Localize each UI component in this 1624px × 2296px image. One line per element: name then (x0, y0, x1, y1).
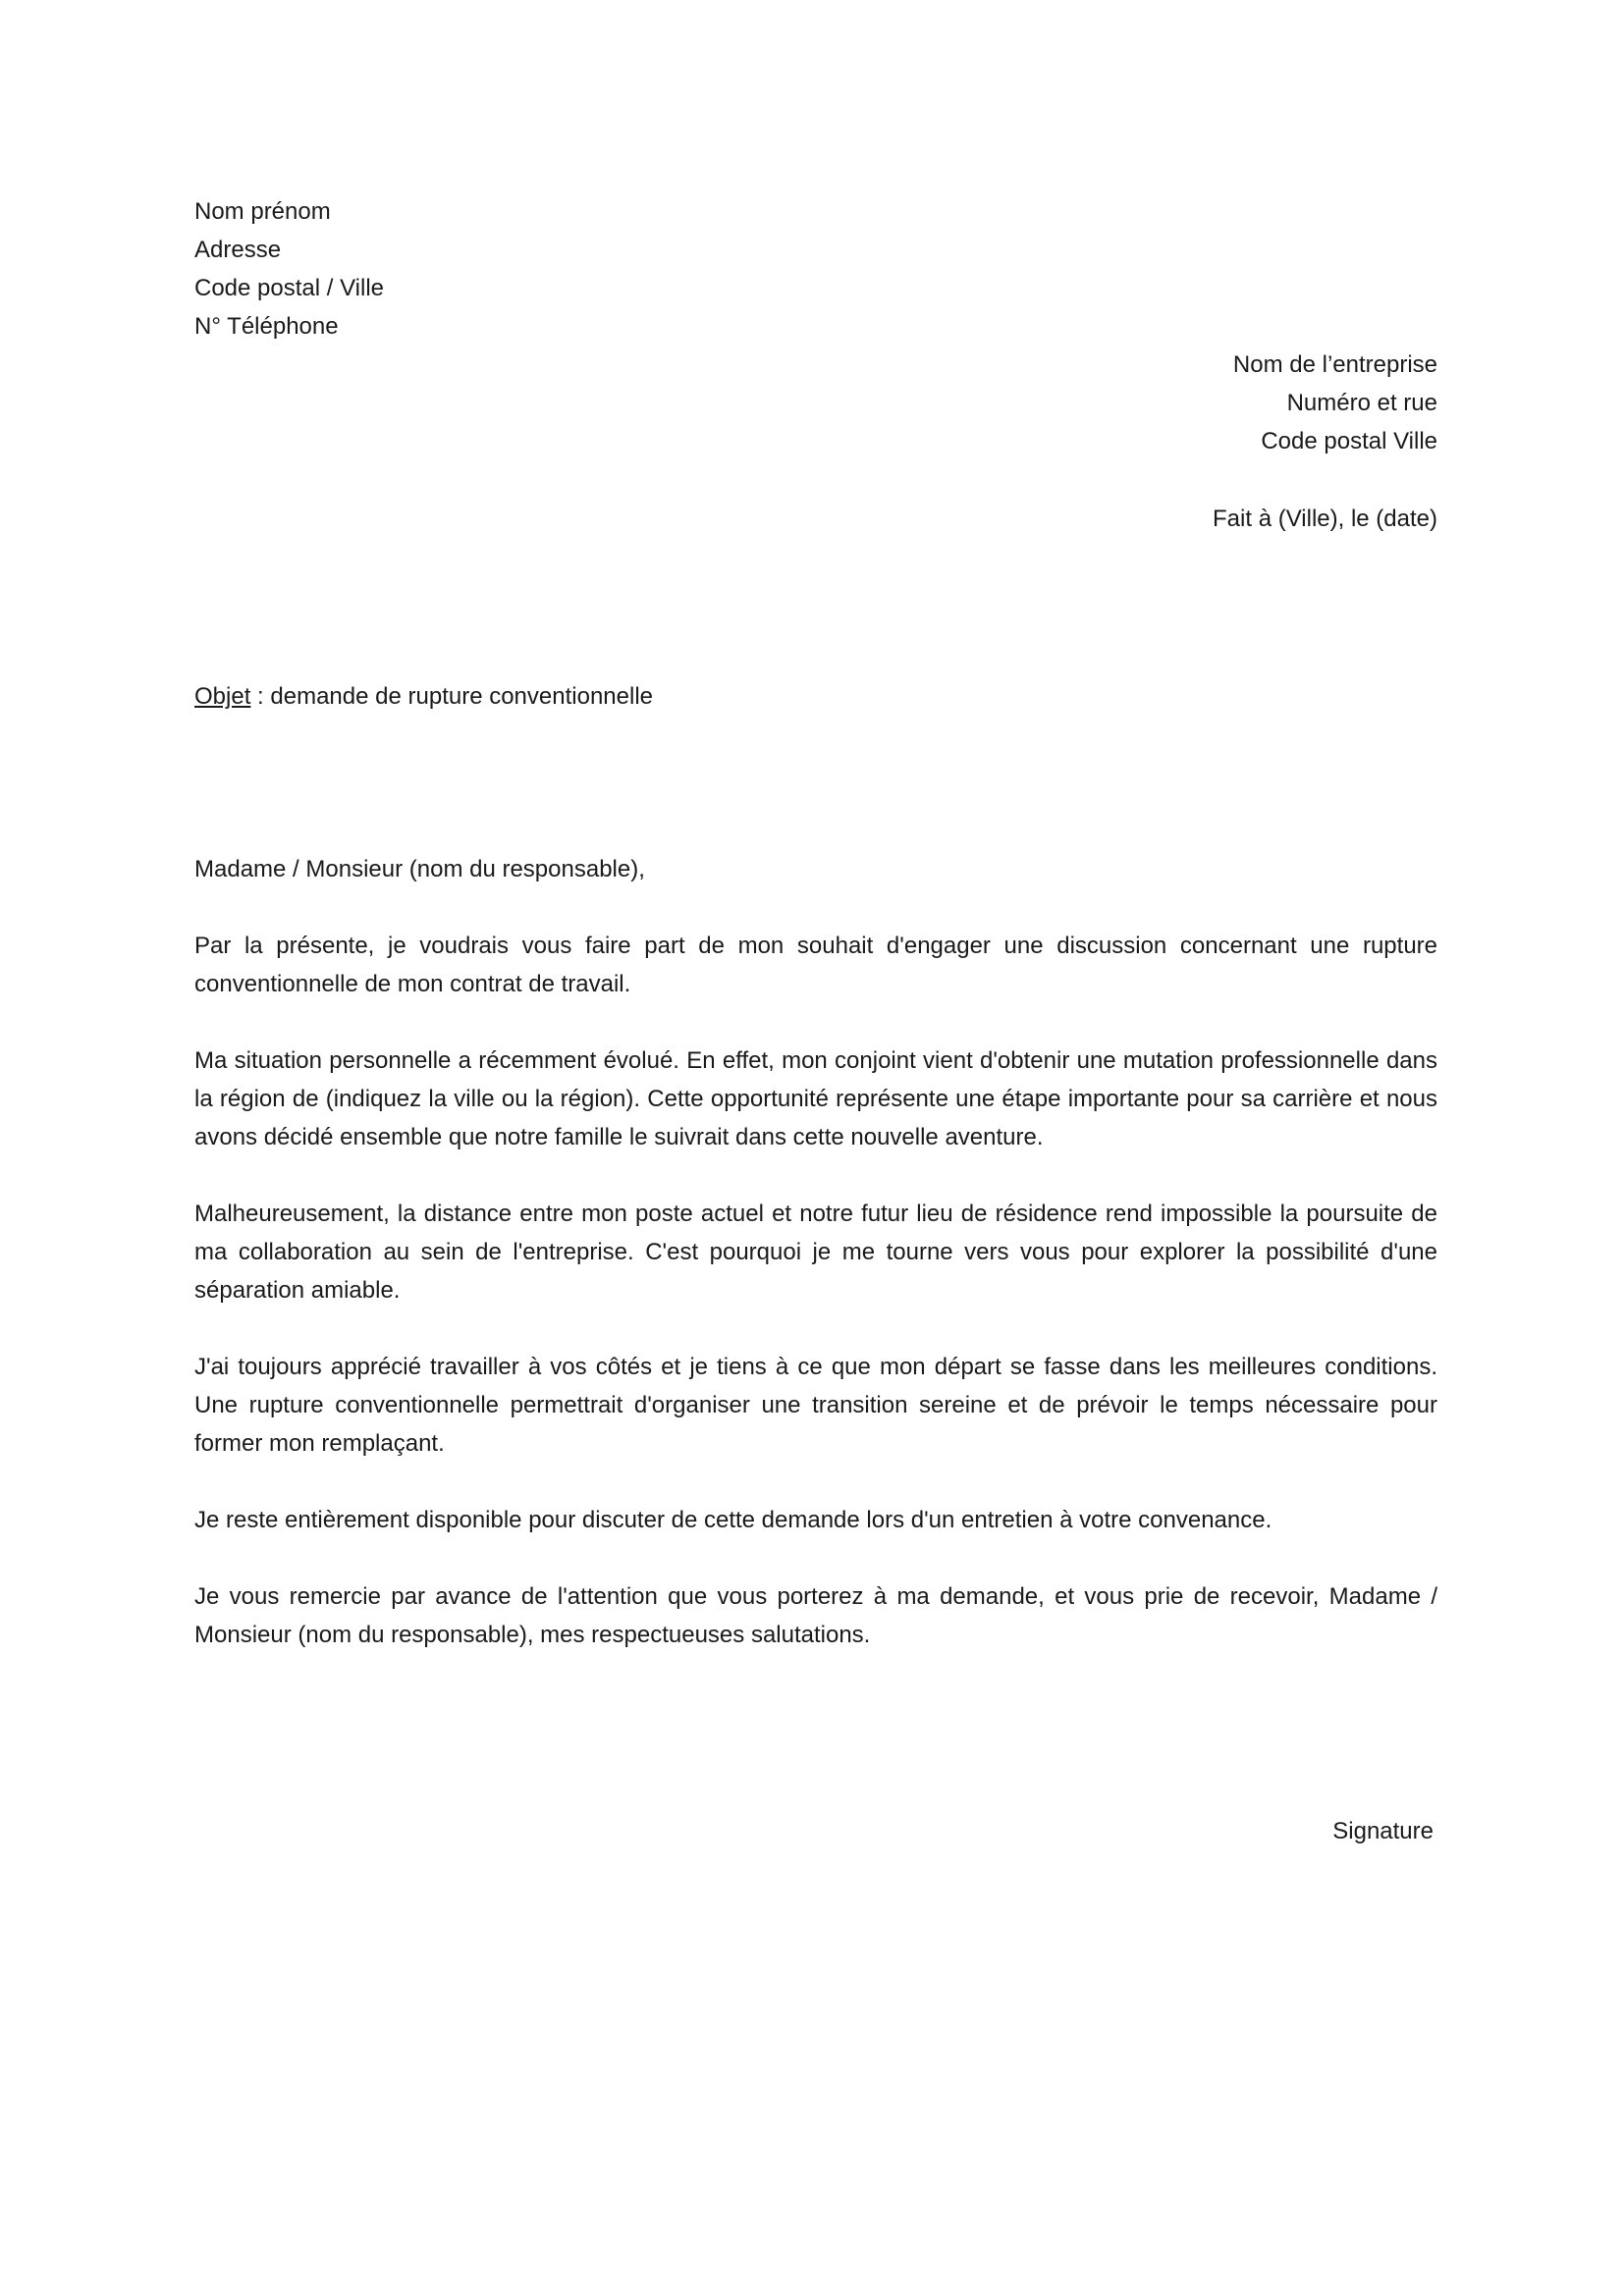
subject-separator: : (250, 683, 271, 710)
sender-name: Nom prénom (194, 198, 331, 225)
subject-line (194, 677, 1437, 716)
recipient-company: Nom de l’entreprise (1232, 351, 1437, 378)
sender-postal-city: Code postal / Ville (194, 275, 385, 301)
recipient-street: Numéro et rue (1286, 390, 1437, 416)
signature: Signature (1332, 1818, 1434, 1844)
body-paragraph: Je vous remercie par avance de l'attention que vous porterez à ma demande, et vous prie de recevoir, Madame / Monsieur (nom du responsable), mes respectueuses salutations. (194, 1583, 1437, 1648)
subject-text: demande de rupture conventionnelle (270, 683, 654, 710)
body-paragraph: Je reste entièrement disponible pour discuter de cette demande lors d'un entretien à votre convenance. (194, 1507, 1272, 1533)
salutation: Madame / Monsieur (nom du responsable), (194, 856, 645, 882)
sender-address: Adresse (194, 237, 282, 263)
date-line: Fait à (Ville), le (date) (1213, 506, 1437, 532)
recipient-postal-city: Code postal Ville (1261, 428, 1437, 454)
body-paragraph: Par la présente, je voudrais vous faire part de mon souhait d'engager une discussion concernant une rupture conventionnelle de mon contrat de travail. (194, 933, 1437, 997)
body-paragraph: J'ai toujours apprécié travailler à vos côtés et je tiens à ce que mon départ se fasse dans les meilleures conditions. Une rupture conventionnelle permettrait d'organiser une transition sereine et de prévoir le temps nécessaire pour former mon remplaçant. (194, 1354, 1437, 1457)
body-paragraph: Malheureusement, la distance entre mon poste actuel et notre futur lieu de résidence rend impossible la poursuite de ma collaboration au sein de l'entreprise. C'est pourquoi je me tourne vers vous pour explorer la possibilité d'une séparation amiable. (194, 1201, 1437, 1304)
body-paragraph: Ma situation personnelle a récemment évolué. En effet, mon conjoint vient d'obtenir une mutation professionnelle dans la région de (indiquez la ville ou la région). Cette opportunité représente une étape importante pour sa carrière et nous avons décidé ensemble que notre famille le suivrait dans cette nouvelle aventure. (194, 1047, 1437, 1150)
sender-phone: N° Téléphone (194, 313, 339, 340)
sender-block (194, 192, 1437, 346)
letter-body (194, 927, 1437, 1654)
subject-label: Objet (194, 683, 251, 710)
recipient-block (194, 346, 1437, 460)
